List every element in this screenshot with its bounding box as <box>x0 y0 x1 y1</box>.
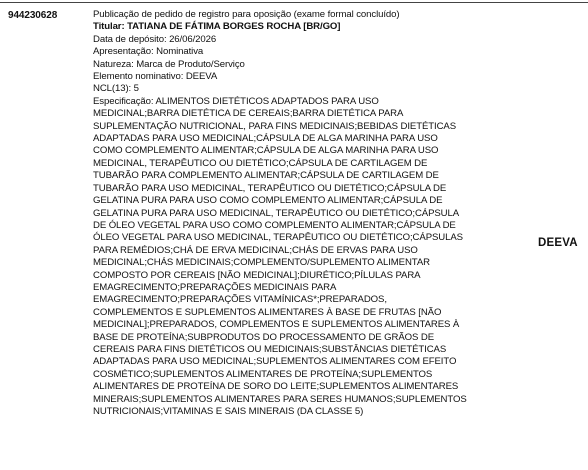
top-divider <box>0 2 588 3</box>
specification-line: MEDICINAL;BARRA DIETÉTICA DE CEREAIS;BARRA DIETÉTICA PARA <box>93 108 404 120</box>
ncl-class: NCL(13): 5 <box>93 83 139 95</box>
specification-text <box>93 96 493 419</box>
record-details <box>93 9 493 418</box>
filing-date: Data de depósito: 26/06/2026 <box>93 33 217 45</box>
specification-line: Especificação: ALIMENTOS DIETÉTICOS ADAPTADOS PARA USO <box>93 95 379 107</box>
specification-line: ADAPTADAS PARA USO MEDICINAL;SUPLEMENTOS ALIMENTARES COM EFEITO <box>93 356 457 368</box>
specification-line: PARA REMÉDIOS;CHÁ DE ERVA MEDICINAL;CHÁS DE ERVAS PARA USO <box>93 244 418 256</box>
mark-name: DEEVA <box>538 237 578 249</box>
specification-line: EMAGRECIMENTO;PREPARAÇÕES VITAMÍNICAS*;PREPARADOS, <box>93 294 387 306</box>
specification-line: ADAPTADAS PARA USO MEDICINAL;CÁPSULA DE ALGA MARINHA PARA USO <box>93 133 438 145</box>
specification-line: GELATINA PURA PARA USO COMO COMPLEMENTO ALIMENTAR;CÁPSULA DE <box>93 195 443 207</box>
mark-nature: Natureza: Marca de Produto/Serviço <box>93 58 245 70</box>
specification-line: MINERAIS;SUPLEMENTOS ALIMENTARES PARA SERES HUMANOS;SUPLEMENTOS <box>93 393 467 405</box>
nominative-element: Elemento nominativo: DEEVA <box>93 71 218 83</box>
specification-line: COSMÉTICO;SUPLEMENTOS ALIMENTARES DE PROTEÍNA;SUPLEMENTOS <box>93 368 433 380</box>
specification-line: BASE DE PROTEÍNA;SUBPRODUTOS DO PROCESSAMENTO DE GRÃOS DE <box>93 331 434 343</box>
holder-name: Titular: TATIANA DE FÁTIMA BORGES ROCHA [BR/GO] <box>93 21 341 33</box>
specification-line: NUTRICIONAIS;VITAMINAS E SAIS MINERAIS (DA CLASSE 5) <box>93 406 364 417</box>
specification-line: COMPLEMENTOS E SUPLEMENTOS ALIMENTARES À BASE DE FRUTAS [NÃO <box>93 306 442 318</box>
specification-line: SUPLEMENTAÇÃO NUTRICIONAL, PARA FINS MEDICINAIS;BEBIDAS DIETÉTICAS <box>93 120 457 132</box>
specification-line: EMAGRECIMENTO;PREPARAÇÕES MEDICINAIS PARA <box>93 281 337 293</box>
presentation-type: Apresentação: Nominativa <box>93 46 204 58</box>
specification-line: ALIMENTARES DE PROTEÍNA DE SORO DO LEITE;SUPLEMENTOS ALIMENTARES <box>93 381 459 393</box>
specification-line: MEDICINAL, TERAPÊUTICO OU DIETÉTICO;CÁPSULA DE CARTILAGEM DE <box>93 157 428 169</box>
specification-line: TUBARÃO PARA USO MEDICINAL, TERAPÊUTICO OU DIETÉTICO;CÁPSULA DE <box>93 182 447 194</box>
specification-line: DE ÓLEO VEGETAL PARA USO COMO COMPLEMENTO ALIMENTAR;CÁPSULA DE <box>93 219 456 231</box>
specification-line: COMPOSTO POR CEREAIS [NÃO MEDICINAL];DIURÉTICO;PÍLULAS PARA <box>93 269 421 281</box>
specification-line: CEREAIS PARA FINS DIETÉTICOS OU MEDICINAIS;SUBSTÂNCIAS DIETÉTICAS <box>93 343 447 355</box>
specification-line: MEDICINAL;CHÁS MEDICINAIS;COMPLEMENTO/SUPLEMENTO ALIMENTAR <box>93 257 430 269</box>
specification-line: GELATINA PURA PARA USO MEDICINAL, TERAPÊUTICO OU DIETÉTICO;CÁPSULA <box>93 207 460 219</box>
dispatch-text: Publicação de pedido de registro para oposição (exame formal concluído) <box>93 9 400 20</box>
specification-line: ÓLEO VEGETAL PARA USO MEDICINAL, TERAPÊUTICO OU DIETÉTICO;CÁPSULAS <box>93 232 463 244</box>
process-number: 944230628 <box>8 10 58 21</box>
specification-line: TUBARÃO PARA COMPLEMENTO ALIMENTAR;CÁPSULA DE CARTILAGEM DE <box>93 170 439 182</box>
specification-line: MEDICINAL];PREPARADOS, COMPLEMENTOS E SUPLEMENTOS ALIMENTARES À <box>93 319 460 331</box>
specification-line: COMO COMPLEMENTO ALIMENTAR;CÁPSULA DE ALGA MARINHA PARA USO <box>93 145 439 157</box>
